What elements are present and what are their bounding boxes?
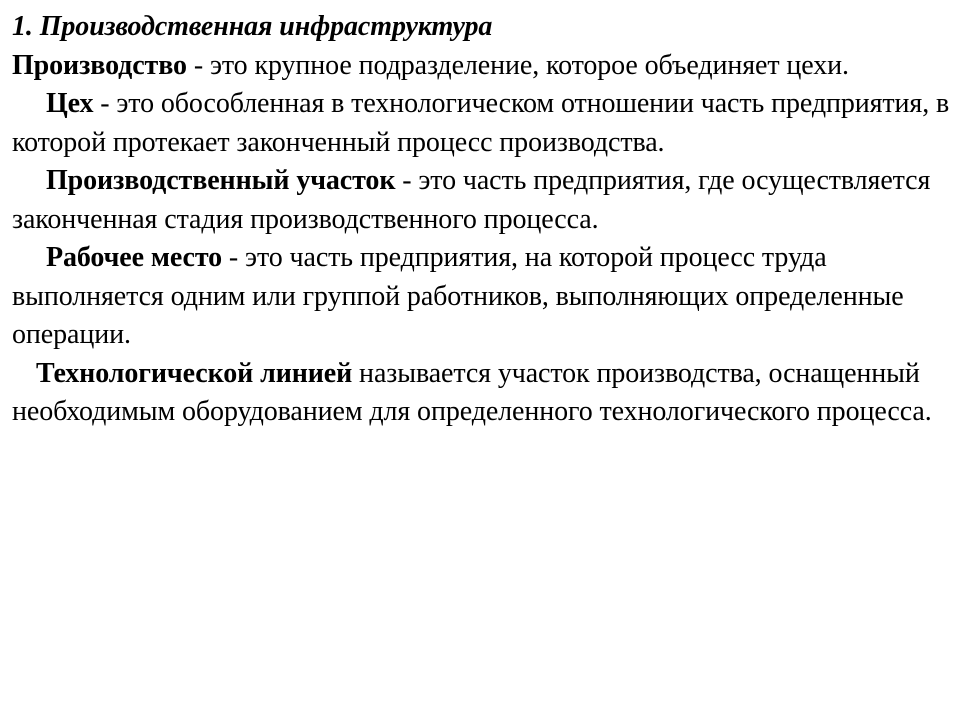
definition-process-line xyxy=(12,355,952,432)
definition-workplace-text: - это часть предприятия, на которой процесс труда выполняется одним или группой работников, выполняющих определенные операции. xyxy=(12,242,904,350)
heading-title: Производственная инфраструктура xyxy=(39,11,493,42)
term-production: Производство xyxy=(12,49,187,81)
definition-production-area-text: - это часть предприятия, где осуществляется законченная стадия производственного процесса. xyxy=(12,165,931,235)
term-workshop: Цех xyxy=(46,88,94,119)
definition-workplace xyxy=(12,239,952,355)
term-production-area: Производственный участок xyxy=(46,165,396,196)
heading-number: 1. xyxy=(12,11,33,42)
definition-workshop xyxy=(12,85,952,162)
definition-production-area xyxy=(12,162,952,239)
slide-content xyxy=(12,8,952,432)
definition-production-text: - это крупное подразделение, которое объединяет цехи. xyxy=(186,49,849,81)
definition-workshop-text: - это обособленная в технологическом отношении часть предприятия, в которой протекает законченный процесс производства. xyxy=(12,88,950,158)
section-heading xyxy=(12,8,952,47)
definition-production xyxy=(12,47,952,86)
term-workplace: Рабочее место xyxy=(46,242,223,273)
term-process-line: Технологической линией xyxy=(36,357,353,389)
definition-process-line-text: называется участок производства, оснащенный необходимым оборудованием для определенного технологического процесса. xyxy=(12,357,932,427)
